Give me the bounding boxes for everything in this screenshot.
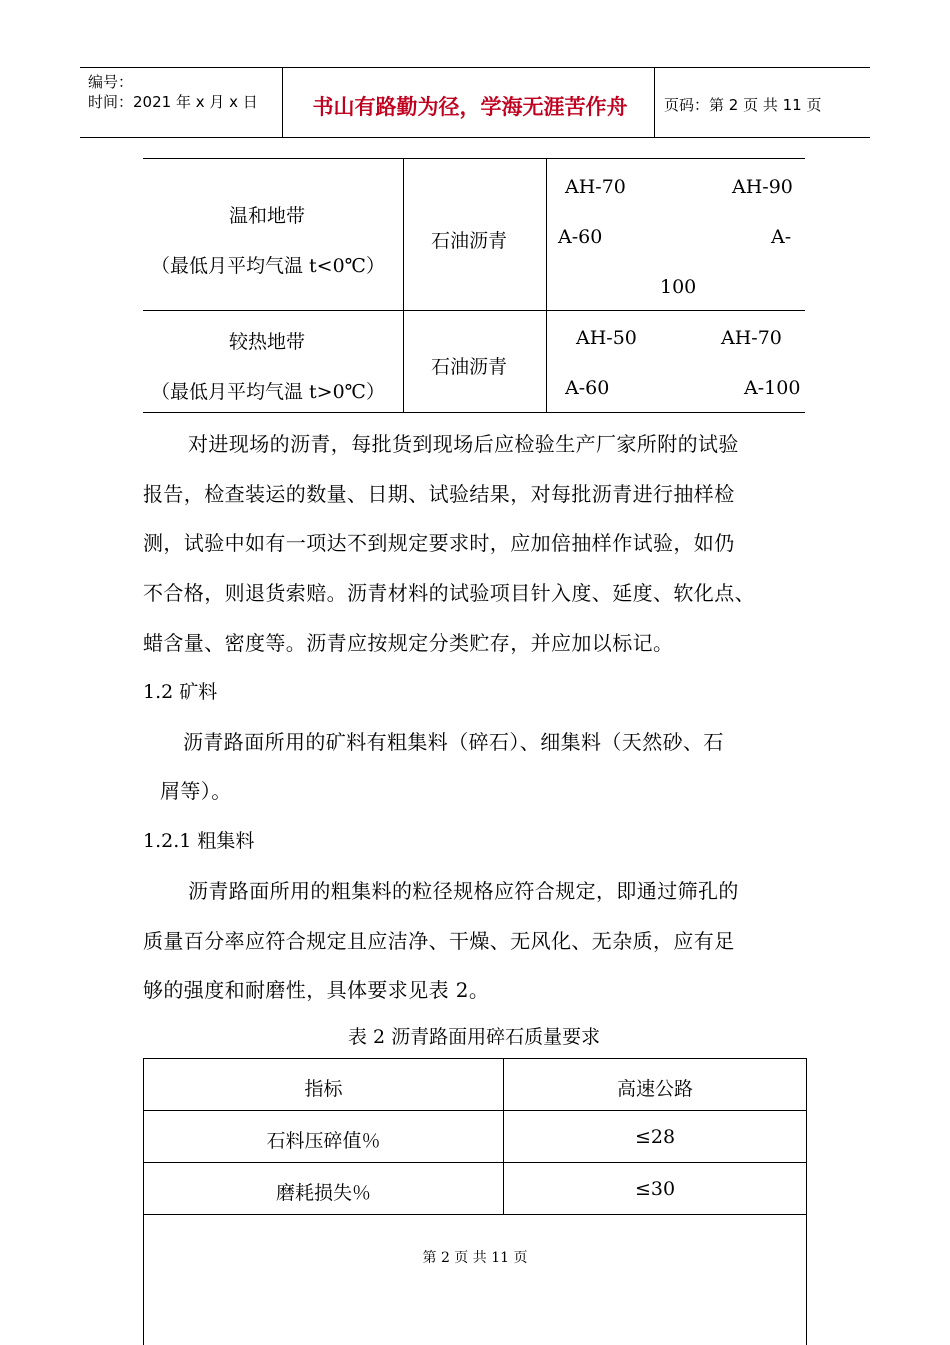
zone-label: 较热地带 bbox=[229, 331, 306, 353]
table-divider bbox=[143, 310, 805, 311]
paragraph-line: 蜡含量、密度等。沥青应按规定分类贮存，并应加以标记。 bbox=[143, 631, 674, 655]
table-cell: 磨耗损失％ bbox=[275, 1182, 371, 1204]
paragraph-line: 屑等）。 bbox=[160, 779, 232, 803]
grade-value: A-100 bbox=[744, 377, 801, 399]
table-header: 指标 bbox=[304, 1078, 343, 1100]
header-motto: 书山有路勤为径，学海无涯苦作舟 bbox=[312, 95, 628, 119]
page-header bbox=[80, 67, 870, 138]
table-divider bbox=[403, 159, 404, 412]
header-divider bbox=[282, 68, 283, 137]
grade-value: A-60 bbox=[565, 377, 610, 399]
table-divider bbox=[144, 1214, 806, 1215]
aggregate-quality-table bbox=[143, 1058, 807, 1345]
table-cell: ≤28 bbox=[634, 1126, 676, 1148]
table-divider bbox=[546, 159, 547, 412]
paragraph-line: 对进现场的沥青，每批货到现场后应检验生产厂家所附的试验 bbox=[188, 432, 739, 456]
section-heading: 1.2 矿料 bbox=[143, 681, 218, 703]
zone-condition: （最低月平均气温 t<0℃） bbox=[151, 255, 385, 277]
grade-value: A-60 bbox=[558, 226, 603, 248]
grade-value: AH-70 bbox=[565, 176, 626, 198]
page-footer: 第 2 页 共 11 页 bbox=[422, 1250, 528, 1266]
grade-value: AH-90 bbox=[732, 176, 793, 198]
header-meta bbox=[88, 72, 258, 112]
zone-label: 温和地带 bbox=[229, 205, 306, 227]
table-cell: 石料压碎值％ bbox=[266, 1130, 381, 1152]
paragraph-line: 够的强度和耐磨性，具体要求见表 2。 bbox=[143, 978, 490, 1002]
table-divider bbox=[144, 1110, 806, 1111]
header-page-label: 页码：第 2 页 共 11 页 bbox=[664, 96, 822, 114]
number-label: 编号： bbox=[88, 73, 134, 91]
table-divider bbox=[144, 1162, 806, 1163]
asphalt-type: 石油沥青 bbox=[431, 230, 508, 252]
paragraph-line: 测，试验中如有一项达不到规定要求时，应加倍抽样作试验，如仍 bbox=[143, 531, 735, 555]
header-divider bbox=[654, 68, 655, 137]
asphalt-type: 石油沥青 bbox=[431, 356, 508, 378]
table-caption: 表 2 沥青路面用碎石质量要求 bbox=[347, 1026, 601, 1048]
table-header: 高速公路 bbox=[616, 1078, 693, 1100]
table-cell: ≤30 bbox=[634, 1178, 676, 1200]
paragraph-line: 沥青路面所用的矿料有粗集料（碎石）、细集料（天然砂、石 bbox=[183, 730, 724, 754]
grade-value: AH-70 bbox=[721, 327, 782, 349]
paragraph-line: 沥青路面所用的粗集料的粒径规格应符合规定，即通过筛孔的 bbox=[188, 879, 739, 903]
zone-condition: （最低月平均气温 t>0℃） bbox=[151, 381, 385, 403]
paragraph-line: 不合格，则退货索赔。沥青材料的试验项目针入度、延度、软化点、 bbox=[143, 581, 755, 605]
grade-value: AH-50 bbox=[576, 327, 637, 349]
paragraph-line: 报告，检查装运的数量、日期、试验结果，对每批沥青进行抽样检 bbox=[143, 482, 735, 506]
grade-value: 100 bbox=[660, 276, 697, 298]
grade-value: A- bbox=[771, 226, 792, 248]
asphalt-grade-table bbox=[143, 158, 805, 413]
paragraph-line: 质量百分率应符合规定且应洁净、干燥、无风化、无杂质，应有足 bbox=[143, 929, 735, 953]
section-heading: 1.2.1 粗集料 bbox=[143, 830, 255, 852]
time-label: 时间：2021 年 x 月 x 日 bbox=[88, 93, 258, 111]
